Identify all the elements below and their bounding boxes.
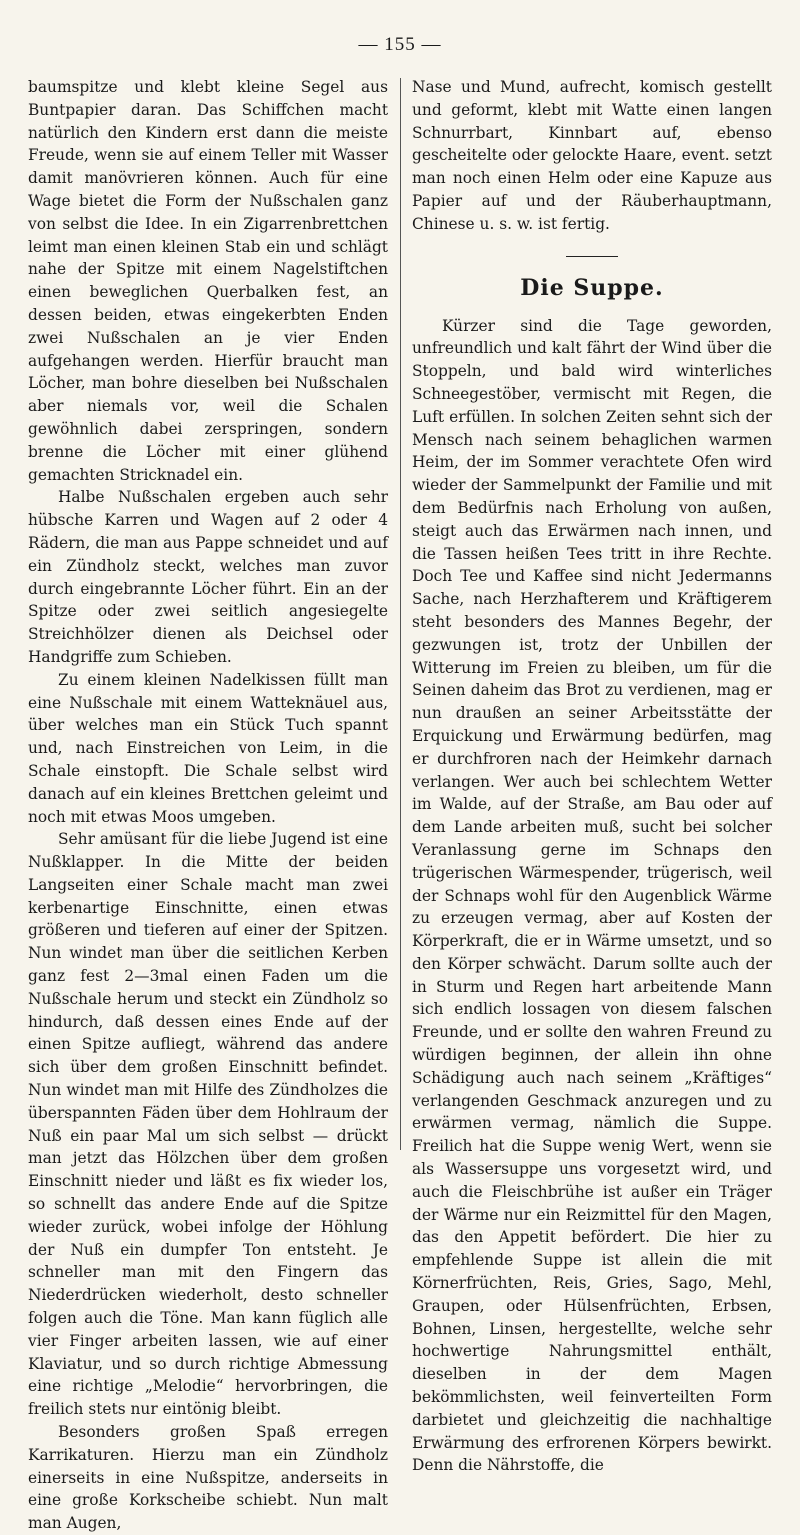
- text-columns: [28, 76, 772, 1533]
- paragraph: Besonders großen Spaß erregen Karrikaturen. Hierzu man ein Zündholz einerseits in eine Nußspitze, anderseits in eine große Korkscheibe schiebt. Nun malt man Augen,: [28, 1423, 388, 1533]
- paragraph: Sehr amüsant für die liebe Jugend ist eine Nußklapper. In die Mitte der beiden Langseiten einer Schale macht man zwei kerbenartige Einschnitte, einen etwas größeren und tieferen auf einer der Spitzen. Nun windet man über die seitlichen Kerben ganz fest 2—3mal einen Faden um die Nußschale herum und steckt ein Zündholz so hindurch, daß dessen eines Ende auf der einen Spitze aufliegt, während das andere sich über dem großen Einschnitt befindet. Nun windet man mit Hilfe des Zündholzes die überspannten Fäden über dem Hohlraum der Nuß ein paar Mal um sich selbst — drückt man jetzt das Hölzchen über dem großen Einschnitt nieder und läßt es fix wieder los, so schnellt das andere Ende auf die Spitze wieder zurück, wobei infolge der Höhlung der Nuß ein dumpfer Ton entsteht. Je schneller man mit den Fingern das Niederdrücken wiederholt, desto schneller folgen auch die Töne. Man kann füglich alle vier Finger arbeiten lassen, wie auf einer Klaviatur, und so durch richtige Abmessung eine richtige „Melodie“ hervorbringen, die freilich stets nur eintönig bleibt.: [28, 830, 388, 1419]
- section-heading: Die Suppe.: [520, 274, 664, 301]
- right-column: [412, 76, 772, 1475]
- column-divider: [400, 78, 401, 1150]
- page-number: — 155 —: [358, 34, 442, 55]
- paragraph: Halbe Nußschalen ergeben auch sehr hübsche Karren und Wagen auf 2 oder 4 Rädern, die man aus Pappe schneidet und auf ein Zündholz steckt, welches man zuvor durch eingebrannte Löcher führt. Ein an der Spitze oder zwei seitlich angesiegelte Streichhölzer dienen als Deichsel oder Handgriffe zum Schieben.: [28, 488, 388, 666]
- section-divider: [566, 256, 618, 257]
- paragraph: baumspitze und klebt kleine Segel aus Buntpapier daran. Das Schiffchen macht natürlich den Kindern erst dann die meiste Freude, wenn sie auf einem Teller mit Wasser damit manövrieren können. Auch für eine Wage bietet die Form der Nußschalen ganz von selbst die Idee. In ein Zigarrenbrettchen leimt man einen kleinen Stab ein und schlägt nahe der Spitze mit einem Nagelstiftchen einen beweglichen Querbalken fest, an dessen beiden, etwas eingekerbten Enden zwei Nußschalen an je vier Enden aufgehangen werden. Hierfür braucht man Löcher, man bohre dieselben bei Nußschalen aber niemals vor, weil die Schalen gewöhnlich dabei zerspringen, sondern brenne die Löcher mit einer glühend gemachten Stricknadel ein.: [28, 78, 388, 484]
- left-column: [28, 76, 388, 1533]
- paragraph: Kürzer sind die Tage geworden, unfreundlich und kalt fährt der Wind über die Stoppeln, und bald wird winterliches Schneegestöber, vermischt mit Regen, die Luft erfüllen. In solchen Zeiten sehnt sich der Mensch nach seinem behaglichen warmen Heim, der im Sommer verachtete Ofen wird wieder der Sammelpunkt der Familie und mit dem Bedürfnis nach Erholung von außen, steigt auch das Erwärmen nach innen, und die Tassen heißen Tees tritt in ihre Rechte. Doch Tee und Kaffee sind nicht Jedermanns Sache, nach Herzhafterem und Kräftigerem steht besonders des Mannes Begehr, der gezwungen ist, trotz der Unbillen der Witterung im Freien zu bleiben, um für die Seinen daheim das Brot zu verdienen, mag er nun draußen an seiner Arbeitsstätte der Erquickung und Erwärmung bedürfen, mag er durchfroren nach der Heimkehr darnach verlangen. Wer auch bei schlechtem Wetter im Walde, auf der Straße, am Bau oder auf dem Lande arbeiten muß, sucht bei solcher Veranlassung gerne im Schnaps den trügerischen Wärmespender, trügerisch, weil der Schnaps wohl für den Augenblick Wärme zu erzeugen vermag, aber auf Kosten der Körperkraft, die er in Wärme umsetzt, und so den Körper schwächt. Darum sollte auch der in Sturm und Regen hart arbeitende Mann sich endlich lossagen von diesem falschen Freunde, und er sollte den wahren Freund zu würdigen beginnen, der allein ihn ohne Schädigung auch nach seinem „Kräftiges“ verlangenden Geschmack anzuregen und zu erwärmen vermag, nämlich die Suppe. Freilich hat die Suppe wenig Wert, wenn sie als Wassersuppe uns vorgesetzt wird, und auch die Fleischbrühe ist außer ein Träger der Wärme nur ein Reizmittel für den Magen, das den Appetit befördert. Die hier zu empfehlende Suppe ist allein die mit Körnerfrüchten, Reis, Gries, Sago, Mehl, Graupen, oder Hülsenfrüchten, Erbsen, Bohnen, Linsen, hergestellte, welche sehr hochwertige Nahrungsmittel enthält, dieselben in der dem Magen bekömmlichsten, weil feinverteilten Form darbietet und gleichzeitig die nachhaltige Erwärmung des erfrorenen Körpers bewirkt. Denn die Nährstoffe, die: [412, 316, 772, 1475]
- paragraph: Nase und Mund, aufrecht, komisch gestellt und geformt, klebt mit Watte einen langen Schnurrbart, Kinnbart auf, ebenso gescheitelte oder gelockte Haare, event. setzt man noch einen Helm oder eine Kapuze aus Papier auf und der Räuberhauptmann, Chinese u. s. w. ist fertig.: [412, 78, 772, 233]
- paragraph: Zu einem kleinen Nadelkissen füllt man eine Nußschale mit einem Watteknäuel aus, über welches man ein Stück Tuch spannt und, nach Einstreichen von Leim, in die Schale einstopft. Die Schale selbst wird danach auf ein kleines Brettchen geleimt und noch mit etwas Moos umgeben.: [28, 670, 388, 826]
